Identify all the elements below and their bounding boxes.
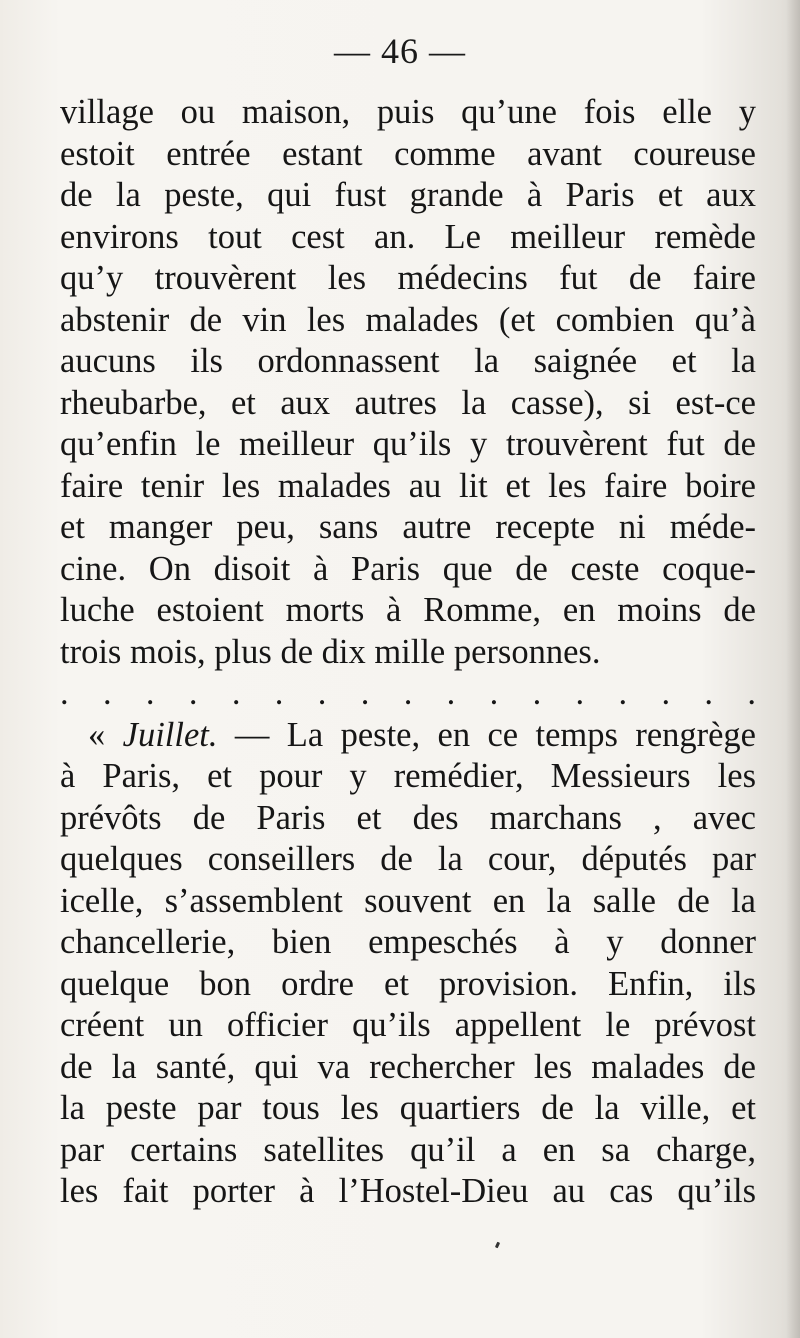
- text-line: à Paris, et pour y remédier, Messieurs les: [60, 757, 756, 795]
- ellipsis-row: . . . . . . . . . . . . . . . . .: [60, 674, 756, 712]
- text-line: environs tout cest an. Le meilleur remède: [60, 217, 756, 256]
- paragraph-1: [60, 92, 756, 673]
- text-line: chancellerie, bien empeschés à y donner: [60, 923, 756, 961]
- text-line: les fait porter à l’Hostel-Dieu au cas qu’ils: [60, 1172, 756, 1210]
- text-line: qu’enfin le meilleur qu’ils y trouvèrent fut de: [60, 425, 756, 463]
- text-line: faire tenir les malades au lit et les faire boire: [60, 466, 756, 505]
- text-line: qu’y trouvèrent les médecins fut de faire: [60, 259, 756, 297]
- paragraph-2: [60, 715, 756, 1213]
- text-line-first: [60, 715, 756, 757]
- text-line: et manger peu, sans autre recepte ni méde-: [60, 508, 756, 546]
- page-edge-shadow: [786, 0, 800, 1338]
- text-line: cine. On disoit à Paris que de ceste coque-: [60, 549, 756, 588]
- body-text: [60, 92, 756, 1213]
- date-label: Juillet.: [122, 715, 218, 754]
- text-line: luche estoient morts à Romme, en moins de: [60, 591, 756, 629]
- text-line: par certains satellites qu’il a en sa charge,: [60, 1130, 756, 1169]
- text-line: icelle, s’assemblent souvent en la salle de la: [60, 881, 756, 920]
- text-line: de la santé, qui va rechercher les malades de: [60, 1047, 756, 1086]
- text-line: abstenir de vin les malades (et combien qu’à: [60, 300, 756, 339]
- text-line: aucuns ils ordonnassent la saignée et la: [60, 342, 756, 380]
- text-line: créent un officier qu’ils appellent le prévost: [60, 1006, 756, 1044]
- ink-speck: [495, 1242, 500, 1249]
- text-line: village ou maison, puis qu’une fois elle y: [60, 93, 756, 131]
- first-line-rest: — La peste, en ce temps rengrège: [217, 715, 756, 754]
- text-line: la peste par tous les quartiers de la ville, et: [60, 1089, 756, 1127]
- text-line: quelques conseillers de la cour, députés par: [60, 840, 756, 878]
- text-line: de la peste, qui fust grande à Paris et aux: [60, 176, 756, 214]
- opening-quote: «: [88, 715, 123, 754]
- page-number: — 46 —: [334, 31, 466, 71]
- text-line: quelque bon ordre et provision. Enfin, ils: [60, 964, 756, 1003]
- text-line: estoit entrée estant comme avant coureuse: [60, 134, 756, 173]
- text-line: prévôts de Paris et des marchans , avec: [60, 798, 756, 837]
- text-line: trois mois, plus de dix mille personnes.: [60, 632, 601, 671]
- text-line: rheubarbe, et aux autres la casse), si est-ce: [60, 383, 756, 422]
